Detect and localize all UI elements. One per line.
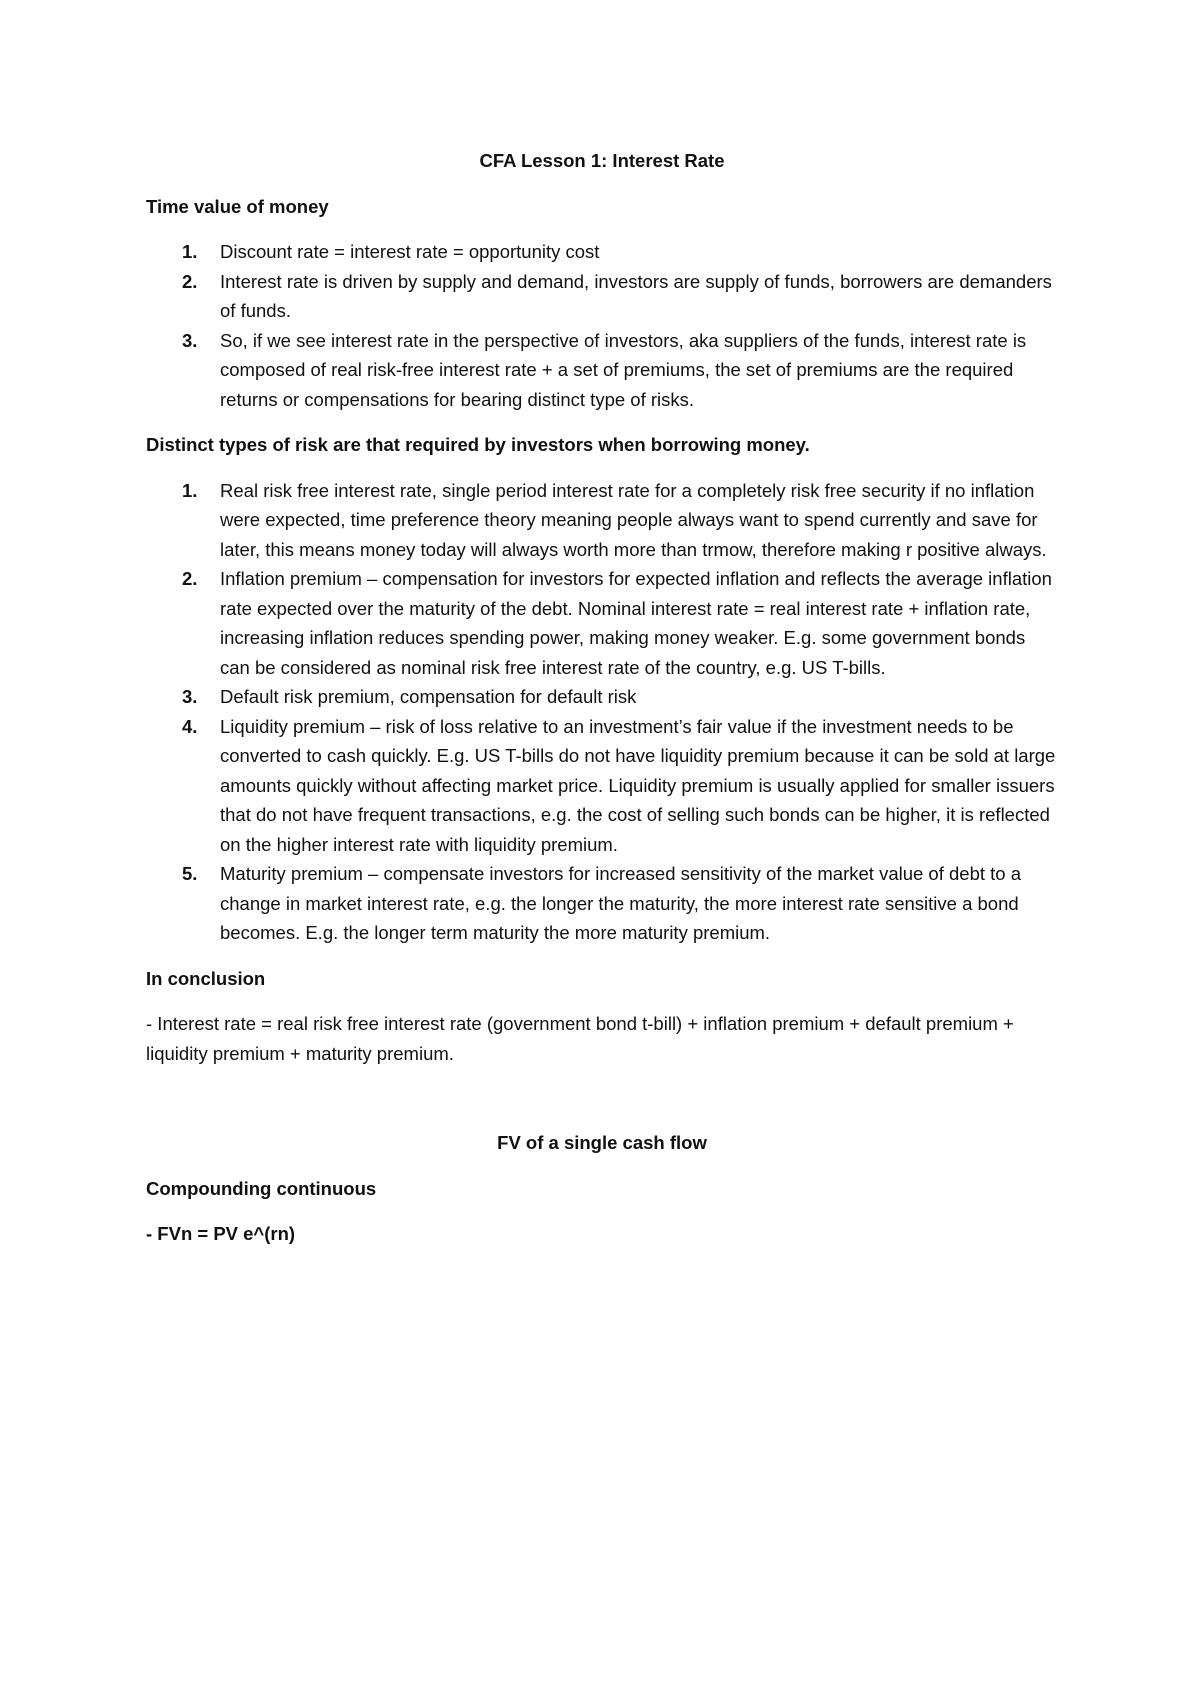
list-item-text: Discount rate = interest rate = opportunity cost: [220, 241, 600, 262]
list-number: 5.: [182, 863, 198, 884]
spacer: [146, 1084, 1058, 1128]
list-item-text: So, if we see interest rate in the perspective of investors, aka suppliers of the funds, interest rate is composed of real risk-free interest rate + a set of premiums, the set of premiums are the required returns or compensations for bearing distinct type of risks.: [220, 329, 1027, 410]
section-heading-time-value: Time value of money: [146, 195, 329, 217]
time-value-list: [146, 237, 1058, 414]
list-number: 2.: [182, 270, 198, 292]
list-item-text: Default risk premium, compensation for default risk: [220, 686, 637, 707]
list-number: 4.: [182, 715, 198, 737]
list-number: 2.: [182, 568, 198, 589]
list-number: 1.: [182, 241, 198, 262]
fv-formula: - FVn = PV e^(rn): [146, 1223, 296, 1244]
list-item: [146, 326, 1058, 415]
conclusion-paragraph: - Interest rate = real risk free interest rate (government bond t-bill) + inflation premium + default premium + liquidity premium + maturity premium.: [146, 1013, 1014, 1064]
list-item: [146, 564, 1058, 682]
list-item-text: Inflation premium – compensation for investors for expected inflation and reflects the average inflation rate expected over the maturity of the debt. Nominal interest rate = real interest rate + inflation rate, increasing inflation reduces spending power, making money weaker. E.g. some government bonds can be considered as nominal risk free interest rate of the country, e.g. US T-bills.: [220, 568, 1052, 678]
list-item-text: Maturity premium – compensate investors for increased sensitivity of the market value of debt to a change in market interest rate, e.g. the longer the maturity, the more interest rate sensitive a bond becomes. E.g. the longer term maturity the more maturity premium.: [220, 863, 1022, 943]
list-item-text: Liquidity premium – risk of loss relative to an investment’s fair value if the investment needs to be converted to cash quickly. E.g. US T-bills do not have liquidity premium because it can be sold at large amounts quickly without affecting market price. Liquidity premium is usually applied for smaller issuers that do not have frequent transactions, e.g. the cost of selling such bonds can be higher, it is reflected on the higher interest rate with liquidity premium.: [220, 715, 1056, 855]
list-item-text: Real risk free interest rate, single period interest rate for a completely risk free security if no inflation were expected, time preference theory meaning people always want to spend currently and save for later, this means money today will always worth more than trmow, therefore making r positive always.: [220, 479, 1047, 560]
section-heading-risk-types: Distinct types of risk are that required by investors when borrowing money.: [146, 434, 810, 455]
risk-types-list: [146, 476, 1058, 948]
list-item: [146, 237, 1058, 267]
list-item: [146, 859, 1058, 948]
document-title: CFA Lesson 1: Interest Rate: [479, 150, 725, 171]
list-item: [146, 267, 1058, 326]
list-item: [146, 712, 1058, 860]
section-title-fv: FV of a single cash flow: [497, 1132, 707, 1153]
section-heading-compounding: Compounding continuous: [146, 1177, 377, 1199]
document-content: [146, 146, 1058, 1265]
list-item: [146, 682, 1058, 712]
section-heading-conclusion: In conclusion: [146, 967, 266, 989]
list-item: [146, 476, 1058, 565]
list-number: 3.: [182, 329, 198, 351]
list-number: 1.: [182, 479, 198, 501]
list-item-text: Interest rate is driven by supply and demand, investors are supply of funds, borrowers are demanders of funds.: [220, 270, 1052, 321]
list-number: 3.: [182, 686, 198, 707]
